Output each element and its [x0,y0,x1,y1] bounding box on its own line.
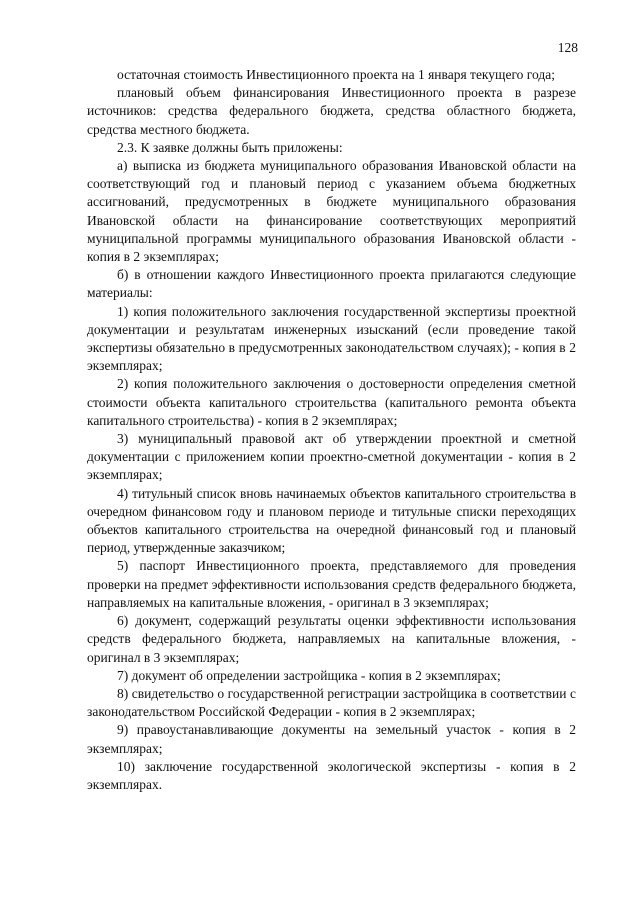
paragraph-item-9: 9) правоустанавливающие документы на земельный участок - копия в 2 экземплярах; [87,722,576,756]
paragraph-item-b: б) в отношении каждого Инвестиционного проекта прилагаются следующие материалы: [87,267,576,301]
paragraph-item-6: 6) документ, содержащий результаты оценки эффективности использования средств федерального бюджета, направляемых на капитальные вложения, - оригинал в 3 экземплярах; [87,613,576,665]
paragraph-planned-funding: плановый объем финансирования Инвестиционного проекта в разрезе источников: средства федерального бюджета, средства областного бюджета, средства местного бюджета. [87,85,576,137]
paragraph-item-1: 1) копия положительного заключения государственной экспертизы проектной документации и результатам инженерных изысканий (если проведение такой экспертизы обязательно в предусмотренных законодательством случаях); - копия в 2 экземплярах; [87,303,576,374]
paragraph-item-10: 10) заключение государственной экологической экспертизы - копия в 2 экземплярах. [87,758,576,792]
page-number: 128 [557,40,578,55]
paragraph-item-a: а) выписка из бюджета муниципального образования Ивановской области на соответствующий год и плановый период с указанием объема бюджетных ассигнований, предусмотренных в бюджете муниципального образования Ивановской области на финансирование соответствующих мероприятий муниципальной программы муниципального образования Ивановской области - копия в 2 экземплярах; [87,158,576,265]
paragraph-item-2: 2) копия положительного заключения о достоверности определения сметной стоимости объекта капитального строительства (капитального ремонта объекта капитального строительства) - копия в 2 экземплярах; [87,376,576,428]
paragraph-item-3: 3) муниципальный правовой акт об утверждении проектной и сметной документации с приложением копии проектно-сметной документации - копия в 2 экземплярах; [87,431,576,483]
document-body [87,66,576,794]
paragraph-item-4: 4) титульный список вновь начинаемых объектов капитального строительства в очередном финансовом году и плановом периоде и титульные списки переходящих объектов капитального строительства на очередной финансовый год и плановый период, утвержденные заказчиком; [87,485,576,556]
paragraph-item-5: 5) паспорт Инвестиционного проекта, представляемого для проведения проверки на предмет эффективности использования средств федерального бюджета, направляемых на капитальные вложения, - оригинал в 3 экземплярах; [87,558,576,610]
paragraph-residual-cost: остаточная стоимость Инвестиционного проекта на 1 января текущего года; [117,67,555,82]
paragraph-item-7: 7) документ об определении застройщика - копия в 2 экземплярах; [117,667,501,683]
paragraph-item-8: 8) свидетельство о государственной регистрации застройщика в соответствии с законодательством Российской Федерации - копия в 2 экземплярах; [87,685,576,720]
paragraph-section-2-3: 2.3. К заявке должны быть приложены: [117,139,343,155]
